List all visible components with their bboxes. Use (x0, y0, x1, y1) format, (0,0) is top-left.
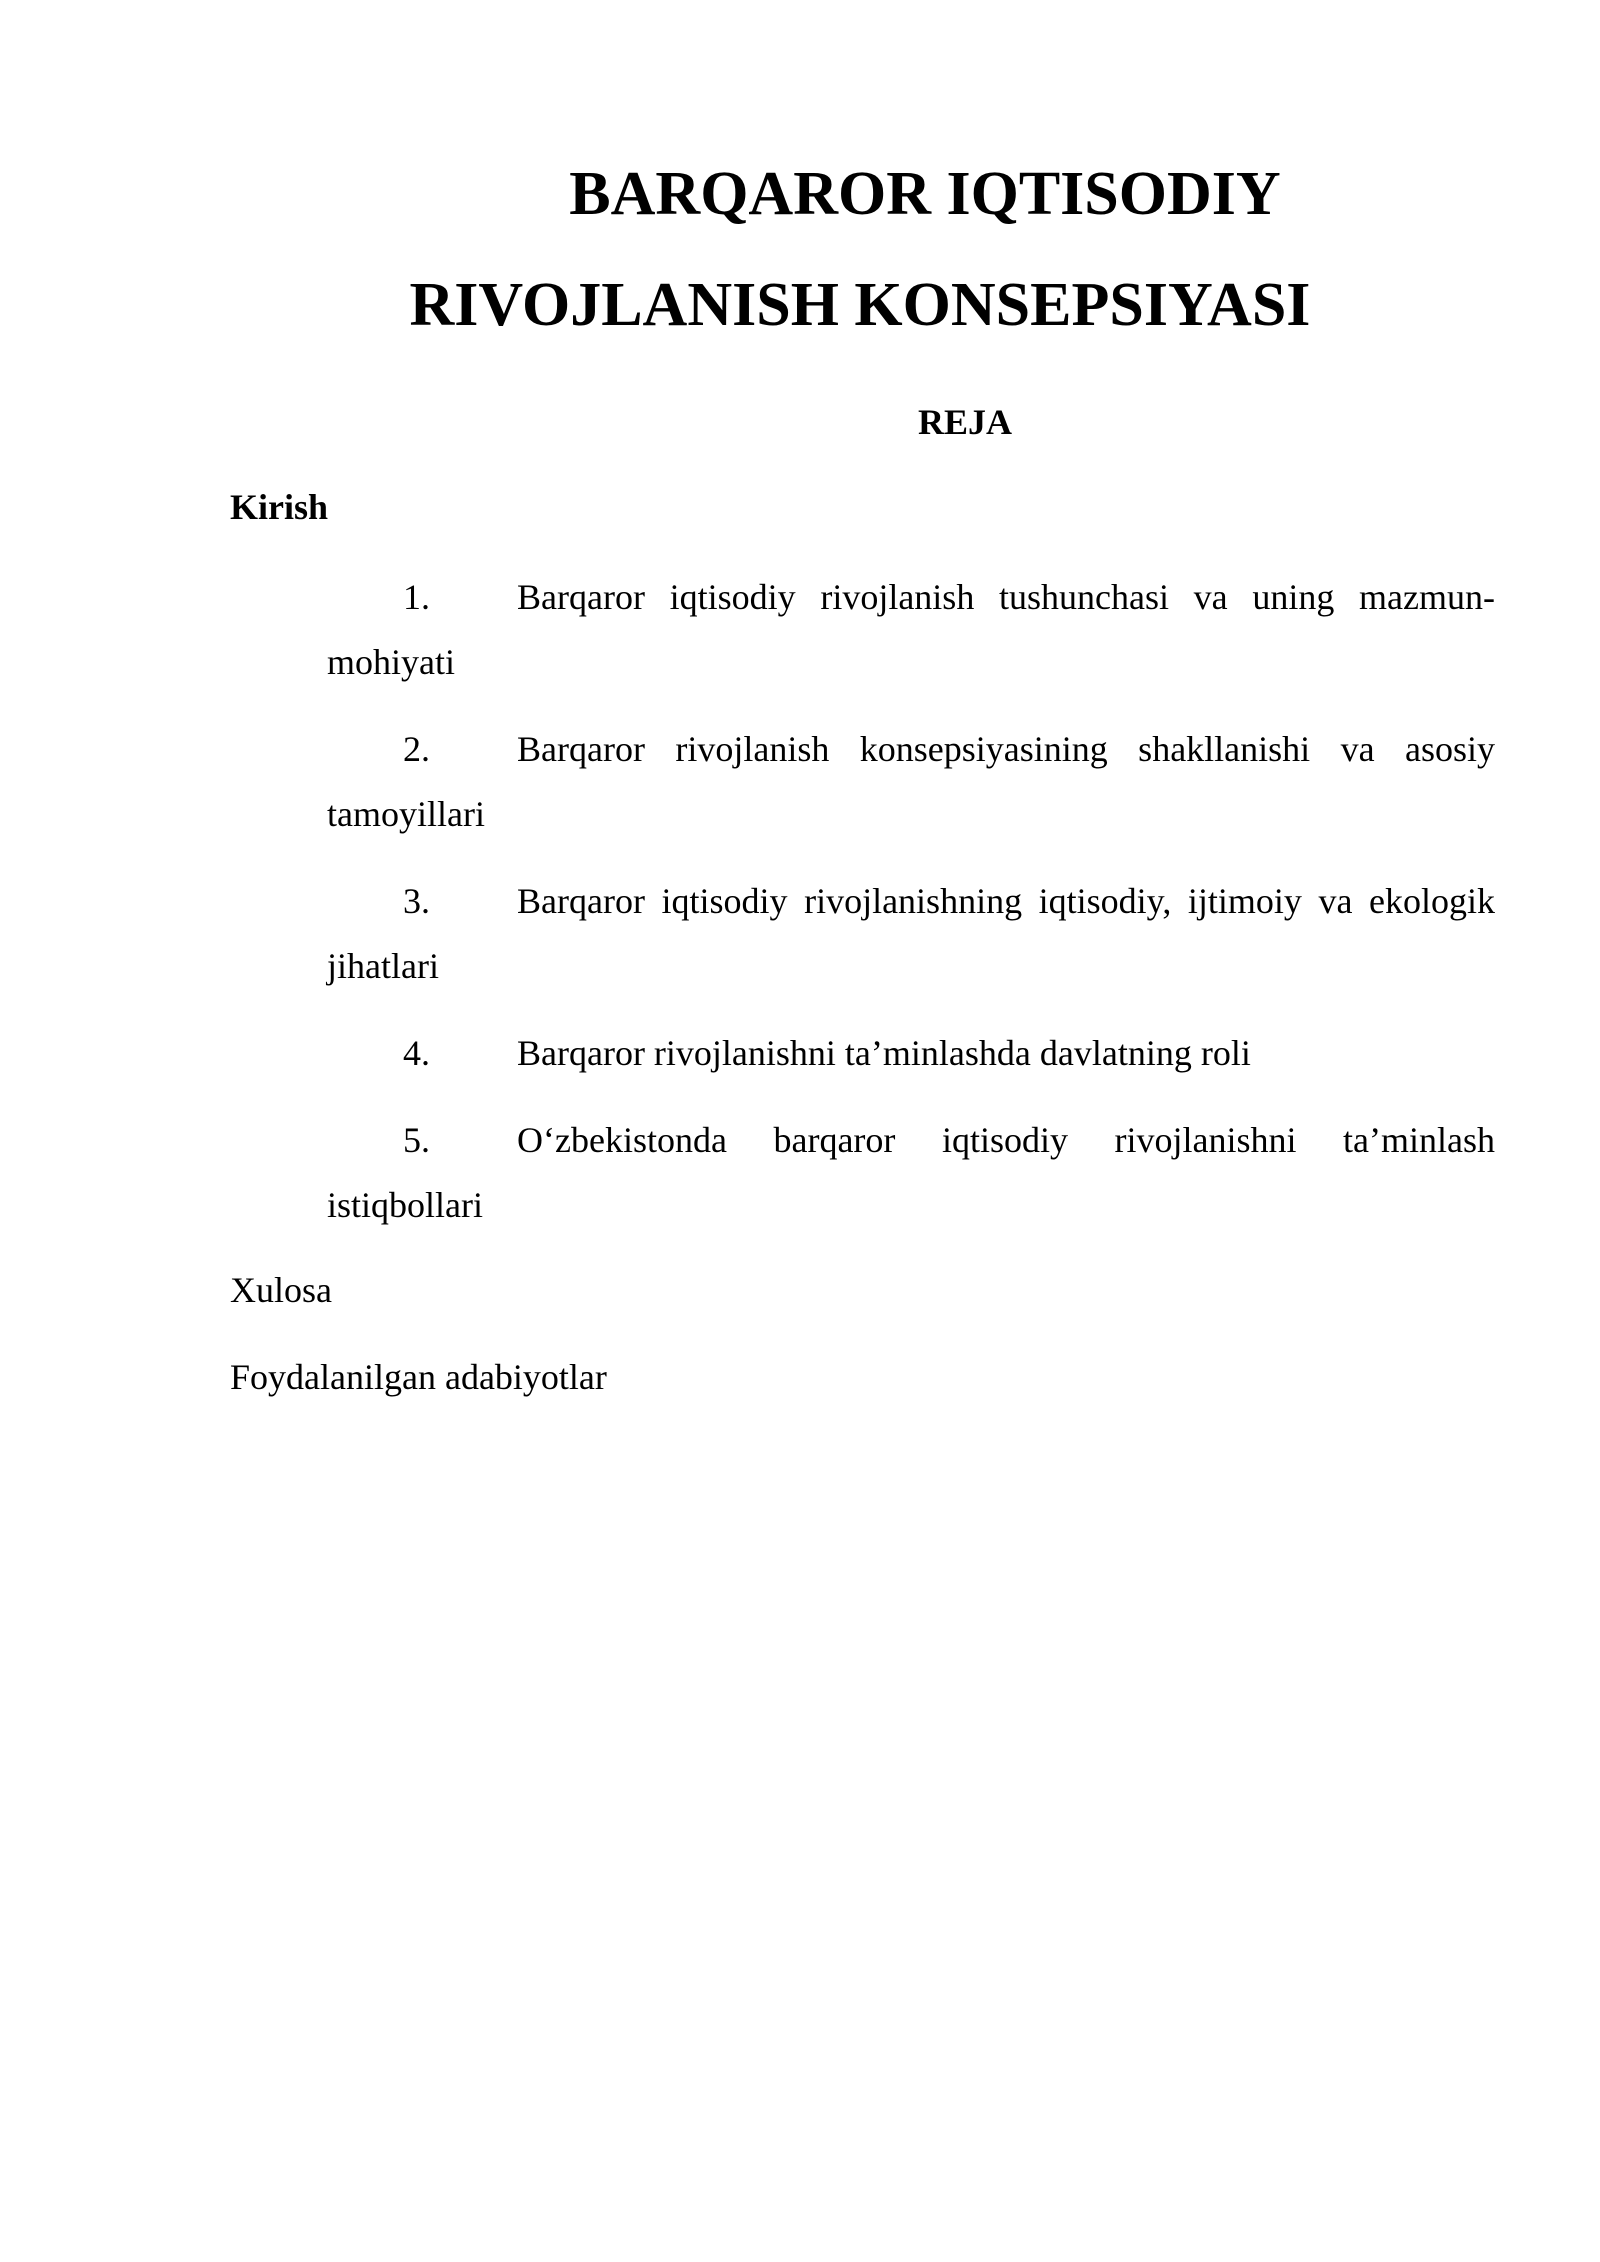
intro-heading: Kirish (230, 487, 329, 527)
plan-item-text: Barqaror iqtisodiy rivojlanish tushunchasi va uning mazmun- (517, 577, 1495, 617)
conclusion-heading: Xulosa (230, 1270, 332, 1310)
plan-item-number: 5. (403, 1120, 430, 1160)
plan-item-text: Barqaror iqtisodiy rivojlanishning iqtisodiy, ijtimoiy va ekologik (517, 881, 1495, 921)
plan-item-5 (327, 1108, 1495, 1238)
plan-item-text: Barqaror rivojlanishni ta’minlashda davlatning roli (517, 1033, 1251, 1073)
plan-item-text-continued: jihatlari (327, 946, 439, 986)
plan-item-2 (327, 717, 1495, 847)
plan-heading: REJA (917, 402, 1012, 442)
plan-item-number: 3. (403, 881, 430, 921)
document-title-line-2: RIVOJLANISH KONSEPSIYASI (409, 271, 1311, 339)
plan-item-3 (327, 869, 1495, 999)
plan-item-text-continued: tamoyillari (327, 794, 485, 834)
plan-item-number: 4. (403, 1033, 430, 1073)
plan-item-number: 1. (403, 577, 430, 617)
plan-item-text-continued: istiqbollari (327, 1185, 483, 1225)
plan-item-1 (327, 565, 1495, 695)
plan-item-4 (327, 1021, 1495, 1086)
document-title-line-1: BARQAROR IQTISODIY (569, 160, 1281, 228)
plan-item-text: Barqaror rivojlanish konsepsiyasining shakllanishi va asosiy (517, 729, 1495, 769)
plan-item-number: 2. (403, 729, 430, 769)
references-heading: Foydalanilgan adabiyotlar (230, 1357, 607, 1397)
plan-item-text-continued: mohiyati (327, 642, 455, 682)
plan-item-text: O‘zbekistonda barqaror iqtisodiy rivojlanishni ta’minlash (517, 1120, 1495, 1160)
